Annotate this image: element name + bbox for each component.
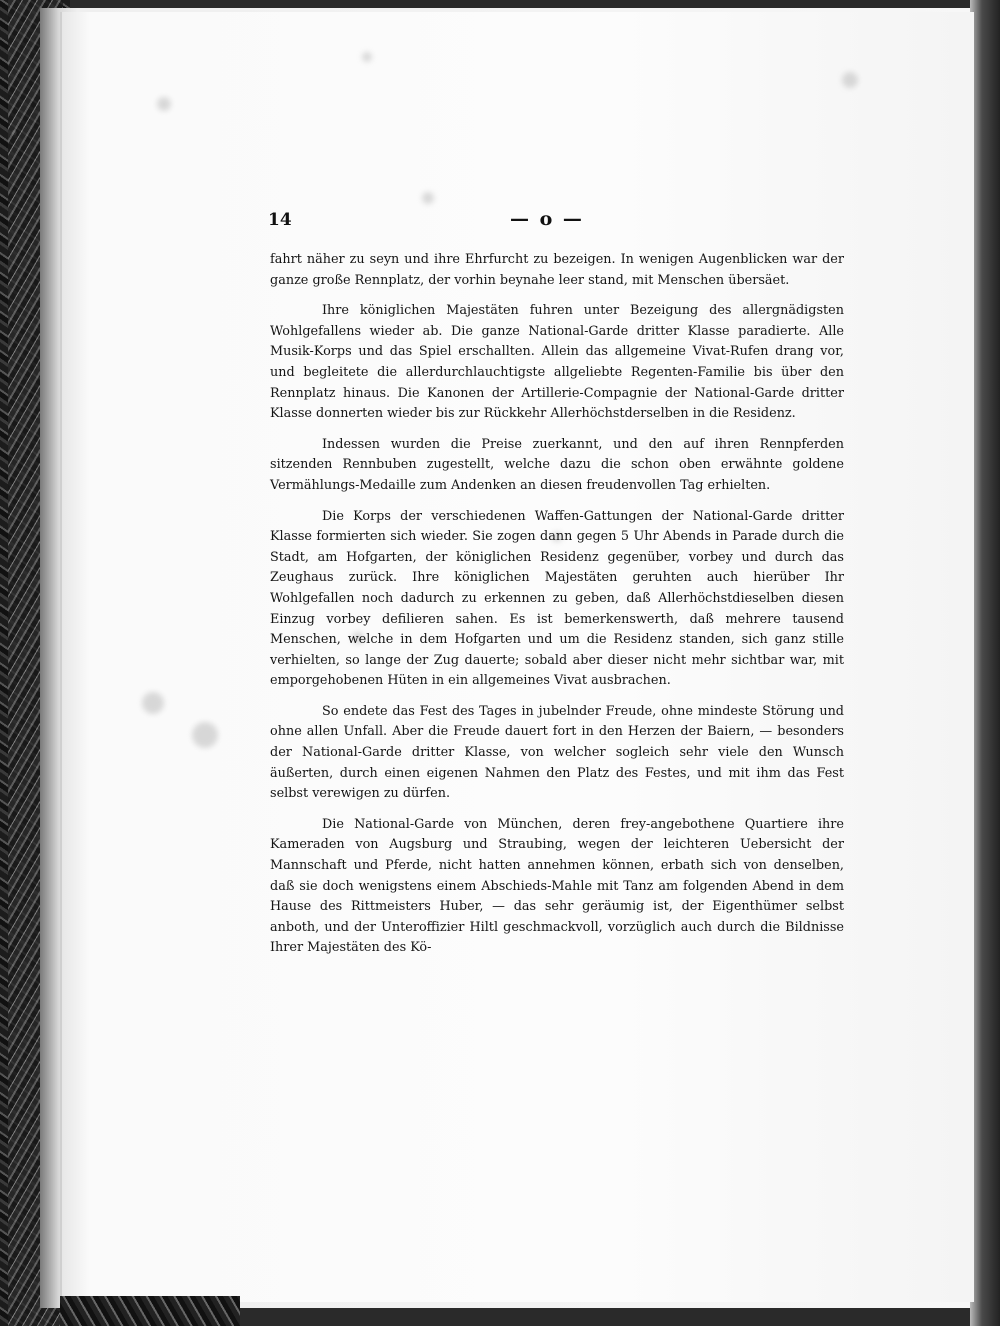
paragraph: So endete das Fest des Tages in jubelnder Freude, ohne mindeste Störung und ohne allen Unfall. Aber die Freude dauert fort in den Herzen der Baiern, — besonders der National-Garde dritter Klasse, von welcher sogleich sehr viele den Wunsch äußerten, durch einen eigenen Nahmen den Platz des Festes, und mit ihm das Fest selbst verewigen zu dürfen. [270,703,844,802]
page-number: 14 [268,210,292,230]
paragraph: Die Korps der verschiedenen Waffen-Gattungen der National-Garde dritter Klasse formierten sich wieder. Sie zogen dann gegen 5 Uhr Abends in Parade durch die Stadt, am Hofgarten, der königlichen Residenz gegenüber, vorbey und durch das Zeughaus zurück. Ihre königlichen Majestäten geruhten auch hierüber Ihr Wohlgefallen noch dadurch zu erkennen zu geben, daß Allerhöchstdieselben diesen Einzug vorbey defilieren sahen. Es ist bemerkenswerth, daß mehrere tausend Menschen, welche in dem Hofgarten und um die Residenz standen, sich ganz stille verhielten, so lange der Zug dauerte; sobald aber dieser nicht mehr sichtbar war, mit emporgehobenen Hüten in ein allgemeines Vivat ausbrachen. [270,508,844,689]
paragraph: Die National-Garde von München, deren frey-angebothene Quartiere ihre Kameraden von Augsburg und Straubing, wegen der leichteren Uebersicht der Mannschaft und Pferde, nicht hatten annehmen können, erbath sich von denselben, daß sie doch wenigstens einem Abschieds-Mahle mit Tanz am folgenden Abend in dem Hause des Rittmeisters Huber, — das sehr geräumig ist, der Eigenthümer selbst anboth, und der Unteroffizier Hiltl geschmackvoll, vorzüglich auch durch die Bildnisse Ihrer Majestäten des Kö- [270,816,844,956]
body-text [270,250,844,969]
foxing-spot [422,192,434,204]
page-header [268,210,844,234]
foxing-spot [157,97,171,111]
foxing-spot [362,52,372,62]
foxing-spot [842,72,858,88]
paragraph: Indessen wurden die Preise zuerkannt, und den auf ihren Rennpferden sitzenden Rennbuben zugestellt, welche dazu die schon oben erwähnte goldene Vermählungs-Medaille zum Andenken an diesen freudenvollen Tag erhielten. [270,436,844,493]
cover-bottom [60,1296,240,1326]
paragraph: fahrt näher zu seyn und ihre Ehrfurcht zu bezeigen. In wenigen Augenblicken war der ganze große Rennplatz, der vorhin beynahe leer stand, mit Menschen übersäet. [270,252,844,288]
running-head: — o — [510,208,584,230]
foxing-spot [142,692,164,714]
paragraph: Ihre königlichen Majestäten fuhren unter Bezeigung des allergnädigsten Wohlgefallens wieder ab. Die ganze National-Garde dritter Klasse paradierte. Alle Musik-Korps und das Spiel erschallten. Allein das allgemeine Vivat-Rufen drang vor, und begleitete die allerdurchlauchtigste allgeliebte Regenten-Familie bis über den Rennplatz hinaus. Die Kanonen der Artillerie-Compagnie der National-Garde dritter Klasse donnerten wieder bis zur Rückkehr Allerhöchstderselben in die Residenz. [270,303,844,422]
foxing-spot [192,722,218,748]
book-edge-right [970,0,1000,1326]
